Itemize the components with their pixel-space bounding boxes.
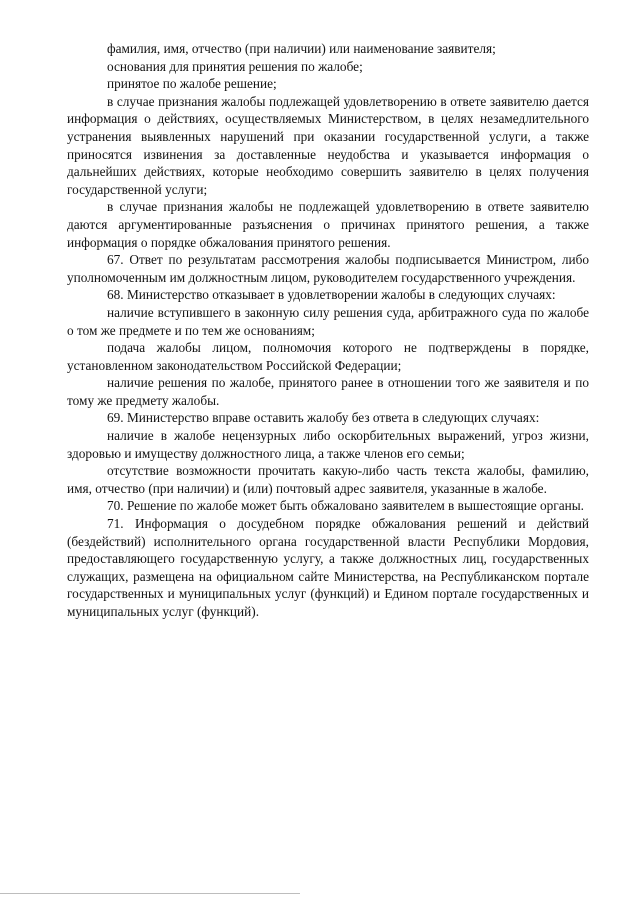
paragraph-offensive-content: наличие в жалобе нецензурных либо оскорбительных выражений, угроз жизни, здоровью и имуществу должностного лица, а также членов его семьи;: [67, 428, 589, 461]
paragraph-decision-grounds: основания для принятия решения по жалобе;: [107, 58, 363, 74]
paragraph-court-decision: наличие вступившего в законную силу решения суда, арбитражного суда по жалобе о том же предмете и по тем же основаниям;: [67, 304, 589, 338]
paragraph-item-67: 67. Ответ по результатам рассмотрения жалобы подписывается Министром, либо уполномоченным им должностным лицом, руководителем государственного учреждения.: [67, 252, 589, 285]
paragraph-item-71: 71. Информация о досудебном порядке обжалования решений и действий (бездействий) исполнительного органа государственной власти Республики Мордовия, предоставляющего государственную услугу, а также должностных лиц, государственных служащих, размещена на официальном сайте Министерства, на Республиканском портале государственных и муниципальных услуг (функций) и Едином портале государственных и муниципальных услуг (функций).: [67, 516, 589, 619]
document-body: [67, 40, 589, 621]
paragraph-complaint-rejected: в случае признания жалобы не подлежащей удовлетворению в ответе заявителю даются аргументированные разъяснения о причинах принятого решения, а также информация о порядке обжалования принятого решения.: [67, 199, 589, 250]
paragraph-complaint-satisfied: в случае признания жалобы подлежащей удовлетворению в ответе заявителю дается информация о действиях, осуществляемых Министерством, в целях незамедлительного устранения выявленных нарушений при оказании государственной услуги, а также приносятся извинения за доставленные неудобства и указывается информация о дальнейших действиях, которые необходимо совершить заявителю в целях получения государственной услуги;: [67, 93, 589, 197]
paragraph-item-69: 69. Министерство вправе оставить жалобу без ответа в следующих случаях:: [107, 410, 540, 426]
paragraph-unauthorized-person: подача жалобы лицом, полномочия которого не подтверждены в порядке, установленном законодательством Российской Федерации;: [67, 340, 589, 373]
paragraph-decision-taken: принятое по жалобе решение;: [107, 76, 277, 92]
paragraph-applicant-name: фамилия, имя, отчество (при наличии) или наименование заявителя;: [107, 41, 496, 56]
paragraph-item-70: 70. Решение по жалобе может быть обжаловано заявителем в вышестоящие органы.: [107, 498, 584, 514]
paragraph-item-68: 68. Министерство отказывает в удовлетворении жалобы в следующих случаях:: [107, 287, 556, 303]
paragraph-prior-decision: наличие решения по жалобе, принятого ранее в отношении того же заявителя и по тому же предмету жалобы.: [67, 375, 589, 408]
scan-edge-line: [0, 893, 300, 894]
paragraph-unreadable-text: отсутствие возможности прочитать какую-либо часть текста жалобы, фамилию, имя, отчество (при наличии) и (или) почтовый адрес заявителя, указанные в жалобе.: [67, 463, 589, 496]
